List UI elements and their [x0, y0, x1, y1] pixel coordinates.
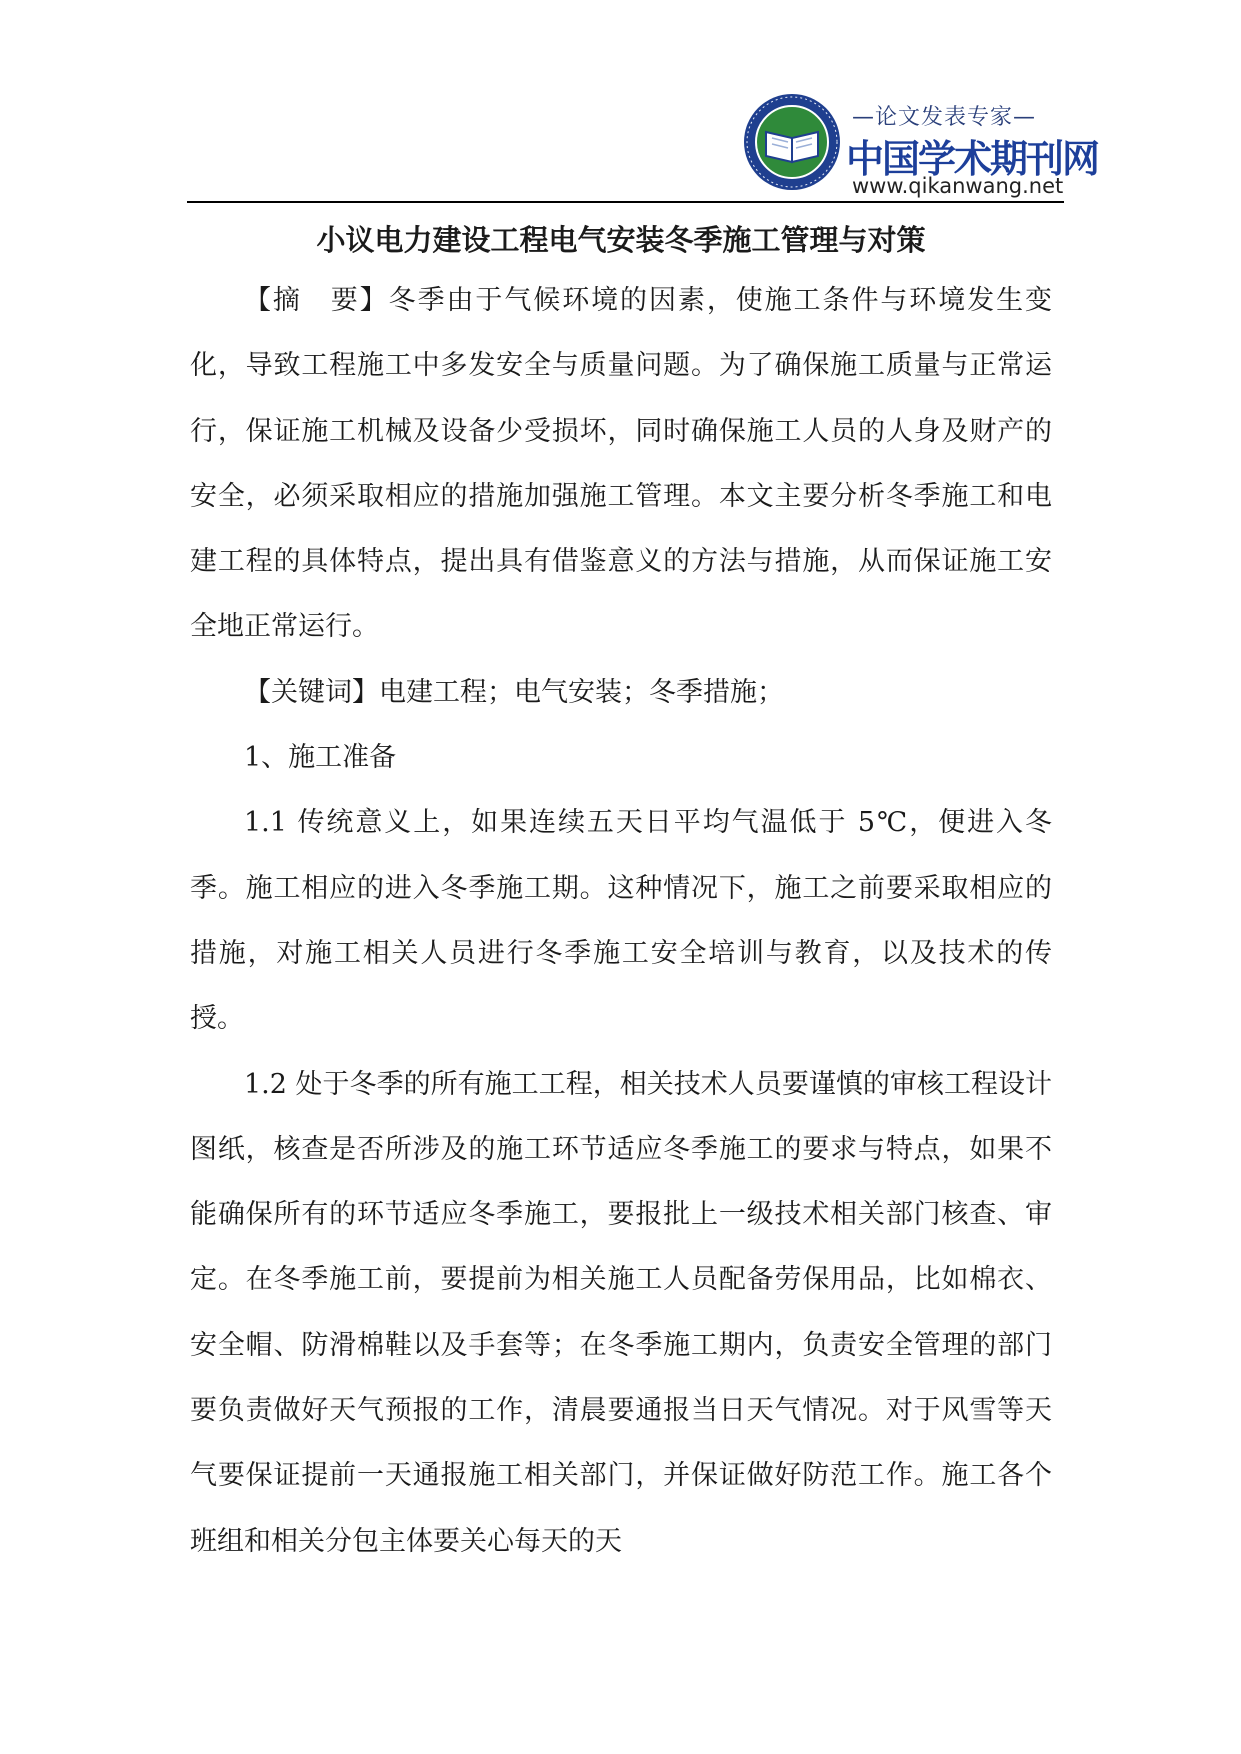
logo-tagline: —论文发表专家— [852, 105, 1037, 130]
logo-seal-icon [742, 92, 842, 192]
article-title: 小议电力建设工程电气安装冬季施工管理与对策 [316, 223, 926, 257]
paragraph-1-1: 1.1 传统意义上，如果连续五天日平均气温低于 5℃，便进入冬季。施工相应的进入冬季施工期。这种情况下，施工之前要采取相应的措施，对施工相关人员进行冬季施工安全培训与教育，以及技术的传授。 [190, 807, 1052, 1035]
abstract-paragraph [190, 268, 1052, 660]
section-heading-1: 1、施工准备 [244, 742, 397, 774]
paragraph-1-2: 1.2 处于冬季的所有施工工程，相关技术人员要谨慎的审核工程设计图纸，核查是否所涉及的施工环节适应冬季施工的要求与特点，如果不能确保所有的环节适应冬季施工，要报批上一级技术相关部门核查、审定。在冬季施工前，要提前为相关施工人员配备劳保用品，比如棉衣、安全帽、防滑棉鞋以及手套等；在冬季施工期内，负责安全管理的部门要负责做好天气预报的工作，清晨要通报当日天气情况。对于风雪等天气要保证提前一天通报施工相关部门，并保证做好防范工作。施工各个班组和相关分包主体要关心每天的天 [190, 1068, 1052, 1557]
keywords-text: 电建工程；电气安装；冬季措施； [379, 676, 784, 708]
logo-name: 中国学术期刊网 [846, 137, 1099, 181]
abstract-text: 冬季由于气候环境的因素，使施工条件与环境发生变化，导致工程施工中多发安全与质量问题。为了确保施工质量与正常运行，保证施工机械及设备少受损坏，同时确保施工人员的人身及财产的安全，必须采取相应的措施加强施工管理。本文主要分析冬季施工和电建工程的具体特点，提出具有借鉴意义的方法与措施，从而保证施工安全地正常运行。 [190, 285, 1053, 643]
keywords-paragraph [190, 660, 1052, 725]
page-header [0, 0, 1241, 205]
abstract-label: 【摘 要】 [244, 285, 389, 316]
article-body [190, 212, 1052, 1574]
header-divider [187, 201, 1064, 203]
keywords-label: 【关键词】 [244, 676, 379, 708]
qikanwang-logo [742, 86, 1099, 198]
logo-url: www.qikanwang.net [852, 174, 1064, 198]
